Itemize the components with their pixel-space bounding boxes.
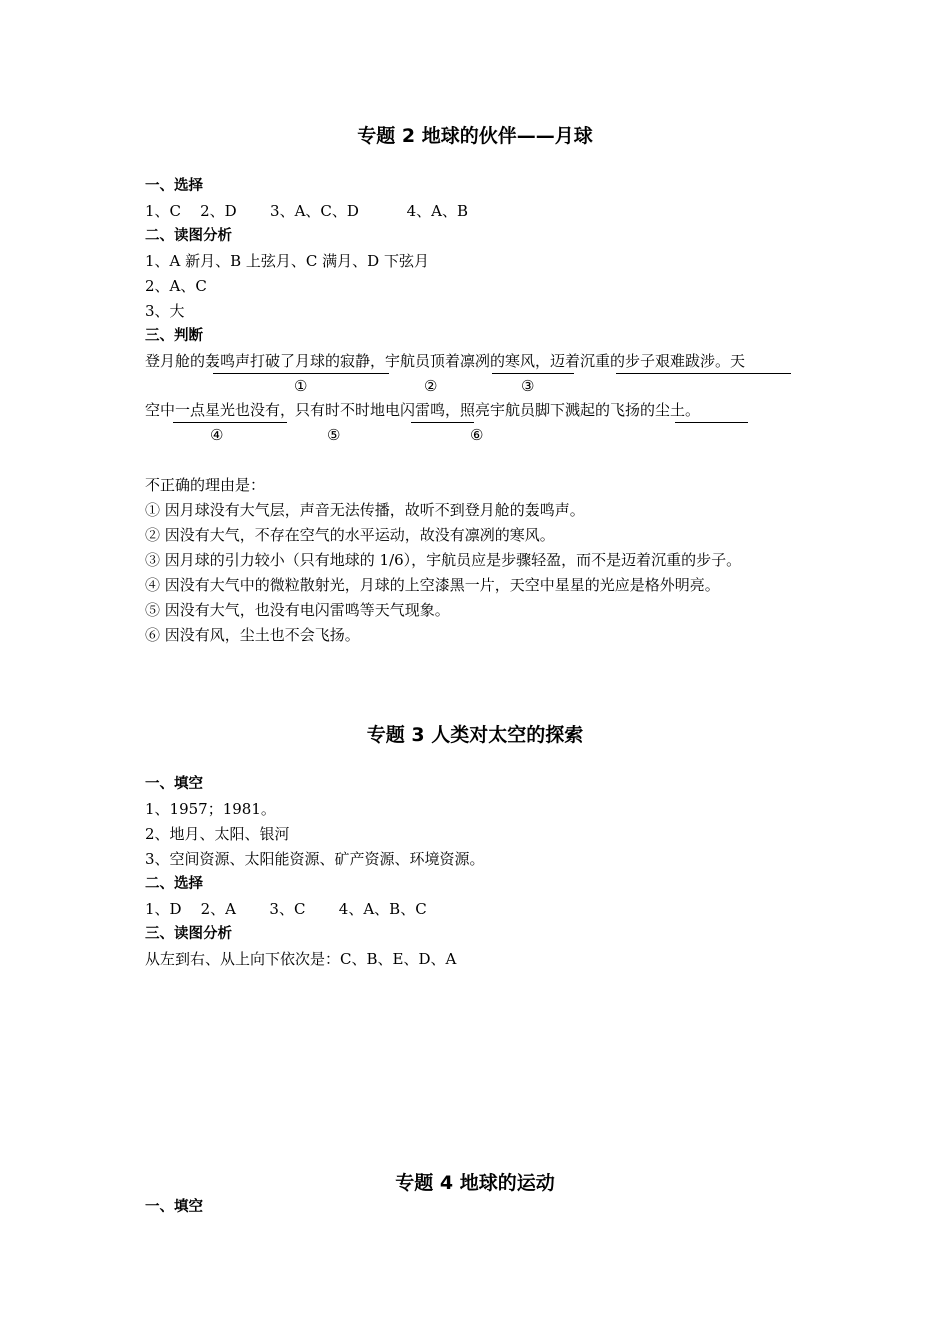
marker-5: ⑤ [327,426,341,444]
reason-item: ⑥ 因没有风，尘土也不会飞扬。 [145,626,360,644]
reason-item: ④ 因没有大气中的微粒散射光，月球的上空漆黑一片，天空中星星的光应是格外明亮。 [145,576,720,594]
reason-intro: 不正确的理由是： [145,476,266,494]
section2-heading-judge: 三、判断 [145,328,203,344]
marker-4: ④ [210,426,224,444]
section4-title: 专题 4 地球的运动 [395,1172,555,1194]
passage-line-1: 登月舱的轰鸣声打破了月球的寂静，宇航员顶着凛冽的寒风，迈着沉重的步子艰难跋涉。天 [145,352,746,370]
underline-4 [173,422,287,423]
section4-heading-fill: 一、填空 [145,1199,203,1215]
section2-read-answer-3: 3、大 [145,302,185,320]
section2-heading-choice: 一、选择 [145,178,203,194]
section3-heading-fill: 一、填空 [145,776,203,792]
section3-fill-answer-3: 3、空间资源、太阳能资源、矿产资源、环境资源。 [145,850,485,868]
section3-choice-answers: 1、D 2、A 3、C 4、A、B、C [145,900,427,918]
section2-read-answer-2: 2、A、C [145,277,207,295]
underline-3 [616,373,791,374]
marker-3: ③ [521,377,535,395]
underline-6 [675,422,748,423]
section3-heading-read: 三、读图分析 [145,926,232,942]
reason-item: ⑤ 因没有大气，也没有电闪雷鸣等天气现象。 [145,601,450,619]
reason-item: ③ 因月球的引力较小（只有地球的 1/6），宇航员应是步骤轻盈，而不是迈着沉重的步子。 [145,551,742,569]
section2-title: 专题 2 地球的伙伴——月球 [357,125,593,147]
passage-line-2: 空中一点星光也没有，只有时不时地电闪雷鸣，照亮宇航员脚下溅起的飞扬的尘土。 [145,401,701,419]
section3-read-answer: 从左到右、从上向下依次是：C、B、E、D、A [145,950,457,968]
section2-read-answer-1: 1、A 新月、B 上弦月、C 满月、D 下弦月 [145,252,429,270]
marker-1: ① [294,377,308,395]
section2-choice-answers: 1、C 2、D 3、A、C、D 4、A、B [145,202,468,220]
section3-fill-answer-1: 1、1957；1981。 [145,800,276,818]
section3-fill-answer-2: 2、地月、太阳、银河 [145,825,290,843]
reason-item: ② 因没有大气，不存在空气的水平运动，故没有凛冽的寒风。 [145,526,555,544]
underline-2 [492,373,574,374]
marker-2: ② [424,377,438,395]
section3-title: 专题 3 人类对太空的探索 [366,724,584,746]
marker-6: ⑥ [470,426,484,444]
underline-5 [411,422,474,423]
reason-item: ① 因月球没有大气层，声音无法传播，故听不到登月舱的轰鸣声。 [145,501,585,519]
section3-heading-choice: 二、选择 [145,876,203,892]
section2-heading-read: 二、读图分析 [145,228,232,244]
underline-1 [213,373,389,374]
